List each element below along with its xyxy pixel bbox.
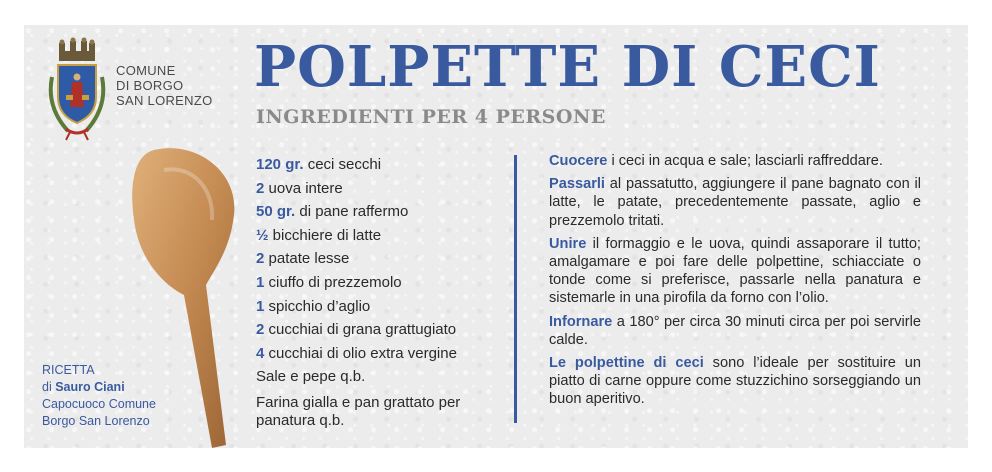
ingredient-text: spicchio d’aglio bbox=[264, 297, 371, 315]
step-verb: Passarli bbox=[549, 176, 605, 193]
ingredient-item bbox=[256, 271, 496, 295]
ingredient-text: uova intere bbox=[264, 179, 343, 197]
credits-label: RICETTA bbox=[42, 363, 95, 377]
ingredient-text: di pane raffermo bbox=[295, 203, 409, 221]
step-verb: Unire bbox=[549, 235, 587, 252]
ingredient-item bbox=[256, 247, 496, 271]
step-text: il formaggio e le uova, quindi assaporare il tutto; amalgamare e poi fare delle polpettine, schiacciate o tonde come si preferisce, passarle nella panatura e sistemarle in una pirofila da forno con l’olio. bbox=[549, 235, 921, 307]
column-divider bbox=[514, 155, 517, 423]
step-verb: Le polpettine di ceci bbox=[549, 355, 704, 372]
step-text: i ceci in acqua e sale; lasciarli raffreddare. bbox=[607, 153, 883, 169]
ingredient-item bbox=[256, 342, 496, 366]
ingredient-qty: 2 bbox=[256, 179, 265, 197]
ingredient-qty: 1 bbox=[256, 297, 265, 315]
credits-role: Capocuoco Comune bbox=[42, 397, 156, 411]
recipe-credits bbox=[42, 362, 156, 430]
step-verb: Cuocere bbox=[549, 153, 608, 169]
ingredient-item bbox=[256, 224, 496, 248]
step-paragraph bbox=[549, 235, 921, 308]
recipe-title: POLPETTE DI CECI bbox=[254, 34, 881, 100]
ingredient-item bbox=[256, 153, 496, 177]
step-text: a 180° per circa 30 minuti circa per poi servirle calde. bbox=[549, 313, 921, 348]
preparation-steps bbox=[549, 152, 921, 414]
ingredient-text: patate lesse bbox=[264, 250, 350, 268]
ingredient-text: Sale e pepe q.b. bbox=[256, 368, 366, 386]
credits-author-line bbox=[42, 379, 156, 396]
step-paragraph bbox=[549, 313, 921, 349]
step-paragraph bbox=[549, 152, 921, 170]
ingredient-list bbox=[256, 153, 496, 430]
ingredient-item bbox=[256, 318, 496, 342]
ingredient-qty: ½ bbox=[256, 226, 269, 244]
coat-of-arms-icon bbox=[44, 37, 110, 141]
ingredient-item bbox=[256, 295, 496, 319]
credits-place: Borgo San Lorenzo bbox=[42, 414, 150, 428]
ingredient-text: Farina gialla e pan grattato per panatura q.b. bbox=[256, 393, 461, 429]
comune-line: DI BORGO bbox=[116, 78, 184, 93]
author-name: Sauro Ciani bbox=[55, 380, 125, 394]
step-text: al passatutto, aggiungere il pane bagnato con il latte, le patate, precedentemente passate, aglio e prezzemolo tritati. bbox=[549, 176, 921, 229]
step-verb: Infornare bbox=[549, 313, 613, 330]
step-paragraph bbox=[549, 354, 921, 409]
credits-prefix: di bbox=[42, 380, 56, 394]
ingredient-qty: 120 gr. bbox=[256, 156, 304, 173]
ingredient-text: ciuffo di prezzemolo bbox=[264, 273, 402, 291]
comune-name bbox=[116, 63, 212, 108]
comune-line: SAN LORENZO bbox=[116, 93, 213, 108]
ingredient-text: bicchiere di latte bbox=[268, 226, 382, 244]
step-paragraph bbox=[549, 175, 921, 230]
ingredient-item bbox=[256, 177, 496, 201]
step-text: sono l’ideale per sostituire un piatto di carne oppure come stuzzichino sorseggiando un buon aperitivo. bbox=[549, 355, 921, 408]
recipe-card bbox=[24, 25, 968, 448]
ingredient-qty: 50 gr. bbox=[256, 203, 296, 221]
ingredient-item bbox=[256, 365, 496, 389]
ingredient-text: ceci secchi bbox=[303, 156, 382, 173]
ingredient-text: cucchiai di grana grattugiato bbox=[264, 321, 457, 339]
comune-line: COMUNE bbox=[116, 63, 176, 78]
ingredient-qty: 1 bbox=[256, 273, 265, 291]
ingredient-text: cucchiai di olio extra vergine bbox=[264, 344, 457, 362]
ingredient-qty: 4 bbox=[256, 344, 265, 362]
ingredient-item bbox=[256, 200, 496, 224]
recipe-subtitle: INGREDIENTI PER 4 PERSONE bbox=[256, 106, 606, 128]
ingredient-item bbox=[256, 394, 496, 430]
ingredient-qty: 2 bbox=[256, 250, 265, 268]
ingredient-qty: 2 bbox=[256, 321, 265, 339]
